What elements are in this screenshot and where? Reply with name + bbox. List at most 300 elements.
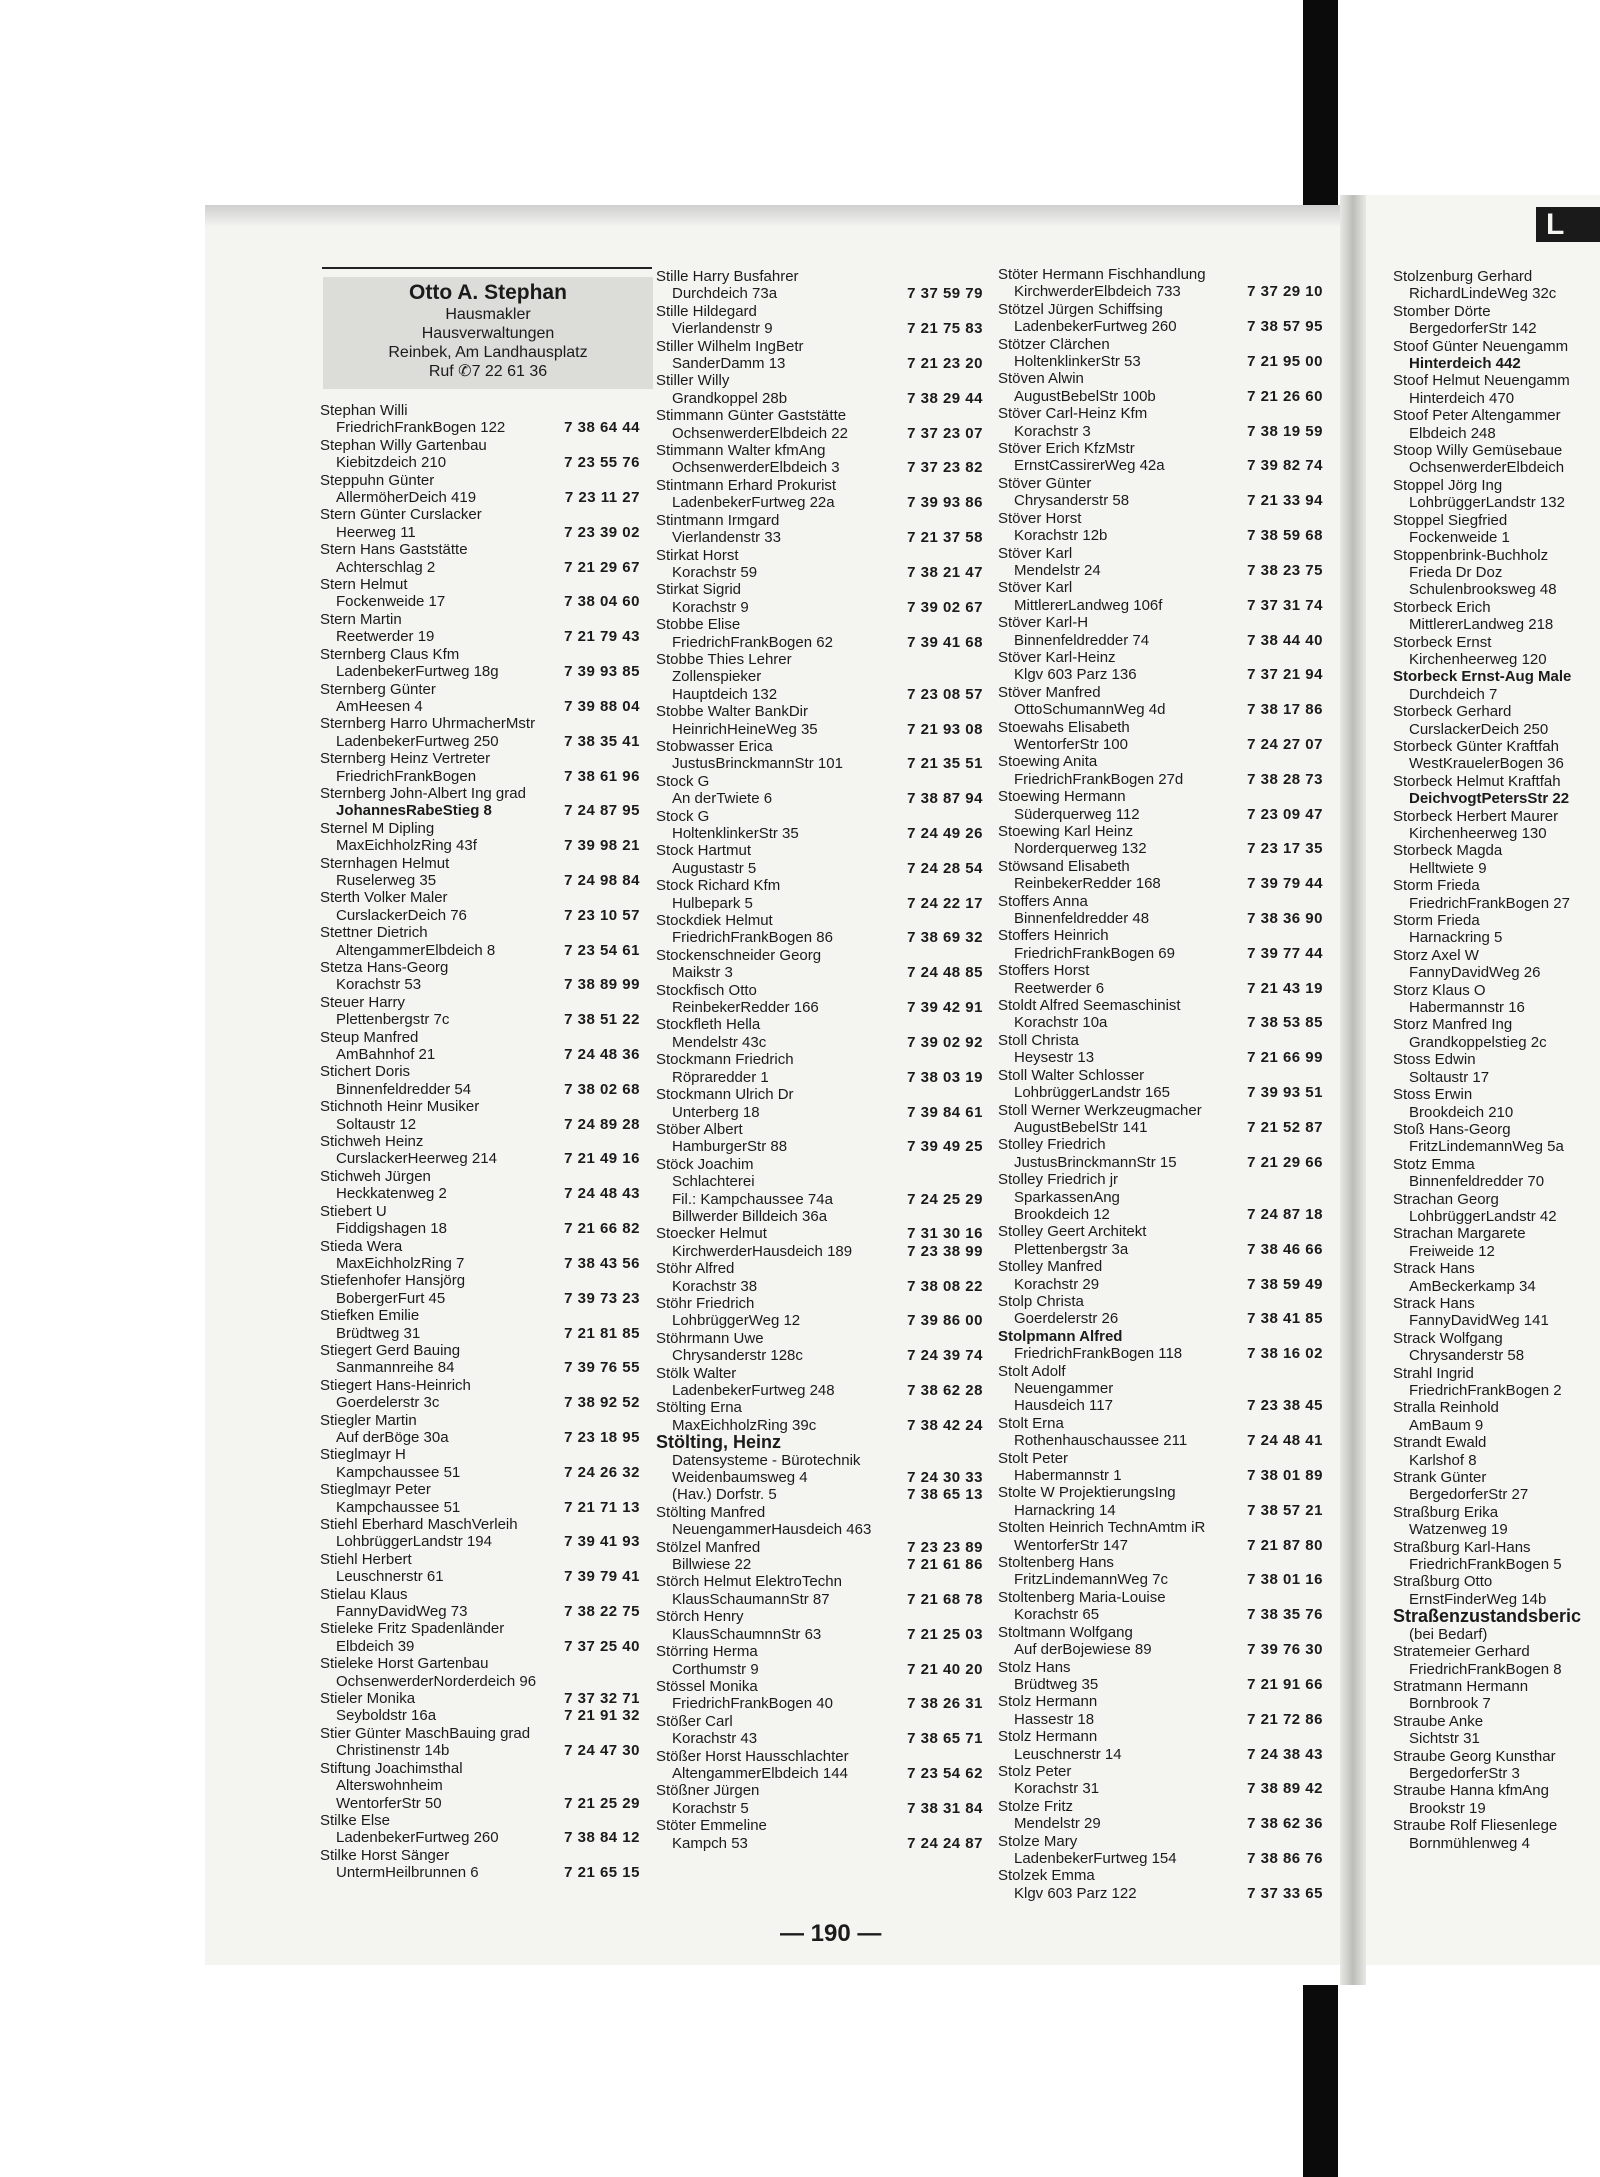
entry-name: [656, 547, 983, 564]
entry-name: [998, 719, 1323, 736]
entry-detail: [656, 1191, 983, 1208]
entry-text: Stomber Dörte: [1393, 302, 1491, 320]
entry-name: [1393, 1225, 1600, 1242]
entry-text: Stoltenberg Maria-Louise: [998, 1588, 1166, 1606]
entry-text: Stöver Karl: [998, 544, 1073, 562]
phone-number: 7 21 65 15: [564, 1864, 640, 1882]
entry-text: FritzLindemannWeg 5a: [1409, 1138, 1564, 1156]
entry-name: [320, 1029, 640, 1046]
entry-detail: [998, 910, 1323, 927]
entry-text: Stolz Peter: [998, 1762, 1072, 1780]
entry-detail: [320, 733, 640, 750]
entry-text: AmBahnhof 21: [336, 1046, 436, 1064]
phone-number: 7 39 82 74: [1247, 457, 1323, 475]
entry-text: An derTwiete 6: [672, 790, 773, 808]
entry-text: Storm Frieda: [1393, 877, 1480, 895]
entry-text: Chrysanderstr 58: [1409, 1347, 1525, 1365]
entry-text: Stiller Wilhelm IngBetr: [656, 337, 804, 355]
entry-text: Stock Hartmut: [656, 842, 752, 860]
phone-number: 7 38 57 21: [1247, 1501, 1323, 1519]
entry-text: LadenbekerFurtweg 260: [336, 1829, 499, 1847]
entry-name: [1393, 1086, 1600, 1103]
entry-text: Steuer Harry: [320, 993, 406, 1011]
entry-text: Habermannstr 16: [1409, 999, 1525, 1017]
phone-number: 7 21 66 82: [564, 1220, 640, 1238]
entry-detail: [1393, 755, 1600, 772]
entry-name: [320, 1812, 640, 1829]
entry-name: [320, 1203, 640, 1220]
entry-name: [1393, 268, 1600, 285]
entry-name: [656, 407, 983, 424]
phone-number: 7 38 65 71: [907, 1730, 983, 1748]
phone-number: 7 38 17 86: [1247, 701, 1323, 719]
phone-number: 7 24 30 33: [907, 1469, 983, 1487]
entry-text: ErnstFinderWeg 14b: [1409, 1590, 1547, 1608]
entry-text: Stobbe Thies Lehrer: [656, 650, 792, 668]
entry-name: [656, 1121, 983, 1138]
entry-text: MittlererLandweg 218: [1409, 616, 1554, 634]
entry-text: Sternhagen Helmut: [320, 854, 450, 872]
entry-text: Brüdtweg 35: [1014, 1675, 1099, 1693]
entry-text: Plettenbergstr 7c: [336, 1011, 450, 1029]
entry-text: Bornbrook 7: [1409, 1695, 1491, 1713]
entry-detail: [656, 964, 983, 981]
entry-name: [656, 1086, 983, 1103]
phone-number: 7 23 10 57: [564, 906, 640, 924]
entry-text: Storbeck Ernst: [1393, 633, 1492, 651]
entry-name: [998, 1798, 1323, 1815]
phone-number: 7 39 42 91: [907, 999, 983, 1017]
phone-number: 7 21 91 66: [1247, 1675, 1323, 1693]
entry-text: Stirkat Sigrid: [656, 581, 742, 599]
entry-name: [1393, 1504, 1600, 1521]
entry-detail: [656, 1486, 983, 1503]
entry-detail: [656, 1626, 983, 1643]
phone-number: 7 24 28 54: [907, 859, 983, 877]
phone-number: 7 38 41 85: [1247, 1310, 1323, 1328]
phone-number: 7 38 04 60: [564, 593, 640, 611]
entry-text: Stötzel Jürgen Schiffsing: [998, 300, 1163, 318]
phone-number: 7 39 86 00: [907, 1312, 983, 1330]
entry-name: [1393, 947, 1600, 964]
entry-name: [998, 510, 1323, 527]
entry-text: Kampchaussee 51: [336, 1498, 461, 1516]
entry-text: Stoppel Siegfried: [1393, 511, 1508, 529]
entry-text: Stoll Walter Schlosser: [998, 1066, 1145, 1084]
phone-number: 7 24 39 74: [907, 1347, 983, 1365]
entry-text: Sterth Volker Maler: [320, 889, 448, 907]
entry-text: Chrysanderstr 128c: [672, 1347, 803, 1365]
entry-text: Storbeck Helmut Kraftfah: [1393, 772, 1561, 790]
entry-text: Stöwsand Elisabeth: [998, 857, 1130, 875]
entry-name: [998, 1102, 1323, 1119]
entry-text: Storz Manfred Ing: [1393, 1016, 1513, 1034]
entry-detail: [656, 1469, 983, 1486]
entry-name: [320, 611, 640, 628]
entry-text: Heerweg 11: [336, 523, 416, 541]
entry-name: [320, 1725, 640, 1742]
entry-text: Strack Wolfgang: [1393, 1329, 1503, 1347]
entry-name: [320, 402, 640, 419]
entry-detail: [998, 1780, 1323, 1797]
entry-name: [998, 1624, 1323, 1641]
entry-text: Binnenfeldredder 70: [1409, 1173, 1545, 1191]
entry-text: Stöter Emmeline: [656, 1817, 767, 1835]
entry-text: Stölting Erna: [656, 1399, 742, 1417]
phone-number: 7 39 49 25: [907, 1138, 983, 1156]
entry-detail: [1393, 825, 1600, 842]
entry-text: Stieler Monika: [320, 1690, 416, 1708]
entry-detail: [998, 632, 1323, 649]
entry-detail: [998, 1084, 1323, 1101]
entry-detail: [1393, 285, 1600, 302]
entry-text: Stiegler Martin: [320, 1411, 417, 1429]
entry-text: FannyDavidWeg 73: [336, 1603, 468, 1621]
entry-name: [998, 1171, 1323, 1188]
entry-detail: [320, 1429, 640, 1446]
entry-detail: [1393, 964, 1600, 981]
entry-text: Stiehl Eberhard MaschVerleih: [320, 1516, 518, 1533]
phone-number: 7 38 22 75: [564, 1603, 640, 1621]
phone-number: 7 39 88 04: [564, 697, 640, 715]
entry-text: Stichnoth Heinr Musiker: [320, 1098, 480, 1116]
entry-text: Stetza Hans-Georg: [320, 959, 449, 976]
entry-name: [998, 440, 1323, 457]
entry-name: [998, 1728, 1323, 1745]
entry-text: ReinbekerRedder 168: [1014, 875, 1161, 893]
entry-text: Stöhrmann Uwe: [656, 1329, 764, 1347]
entry-text: FriedrichFrankBogen 8: [1409, 1660, 1562, 1678]
phone-number: 7 23 11 27: [564, 489, 640, 507]
entry-detail: [320, 1116, 640, 1133]
phone-number: 7 23 54 62: [907, 1764, 983, 1782]
entry-name: [656, 703, 983, 720]
phone-number: 7 39 77 44: [1247, 944, 1323, 962]
entry-name: [998, 1519, 1323, 1536]
entry-text: Reetwerder 6: [1014, 979, 1105, 997]
entry-name: [320, 1620, 640, 1637]
entry-detail: [320, 1150, 640, 1167]
entry-text: Watzenweg 19: [1409, 1521, 1508, 1539]
entry-detail: [998, 1885, 1323, 1902]
entry-name: [1393, 407, 1600, 424]
entry-text: Goerdelerstr 3c: [336, 1394, 440, 1412]
entry-text: Soltaustr 17: [1409, 1068, 1490, 1086]
entry-detail: [320, 1777, 640, 1794]
entry-text: Kirchenheerweg 130: [1409, 825, 1547, 842]
entry-text: LadenbekerFurtweg 18g: [336, 663, 499, 681]
entry-text: Stolt Adolf: [998, 1362, 1066, 1380]
entry-detail: [656, 1347, 983, 1364]
entry-detail: [656, 564, 983, 581]
entry-text: Augustastr 5: [672, 859, 757, 877]
entry-name: [998, 1415, 1323, 1432]
entry-text: Kiebitzdeich 210: [336, 454, 447, 472]
entry-name: [320, 506, 640, 523]
entry-detail: [1393, 494, 1600, 511]
entry-text: Stotz Emma: [1393, 1155, 1475, 1173]
entry-text: Strachan Georg: [1393, 1190, 1499, 1208]
entry-name: [998, 1067, 1323, 1084]
entry-name: [656, 512, 983, 529]
phone-number: 7 38 08 22: [907, 1277, 983, 1295]
entry-text: Stolley Manfred: [998, 1258, 1103, 1276]
entry-name: [998, 788, 1323, 805]
entry-detail: [320, 1185, 640, 1202]
entry-name: [998, 1867, 1323, 1884]
entry-text: FriedrichFrankBogen 5: [1409, 1556, 1562, 1574]
entry-name: [1393, 668, 1600, 685]
entry-detail: [998, 562, 1323, 579]
entry-name: [998, 1136, 1323, 1153]
phone-number: 7 23 08 57: [907, 685, 983, 703]
entry-text: Stieglmayr H: [320, 1446, 406, 1464]
entry-name: [320, 437, 640, 454]
phone-number: 7 38 59 49: [1247, 1275, 1323, 1293]
entry-detail: [998, 1310, 1323, 1327]
entry-name: [656, 1782, 983, 1799]
entry-text: Stöhr Alfred: [656, 1260, 735, 1278]
entry-name: [998, 370, 1323, 387]
entry-text: Stoll Werner Werkzeugmacher: [998, 1101, 1202, 1119]
entry-detail: [998, 1606, 1323, 1623]
entry-text: Storz Axel W: [1393, 946, 1479, 964]
entry-text: Zollenspieker: [672, 668, 762, 686]
phone-number: 7 21 95 00: [1247, 353, 1323, 371]
ad-line: Hausverwaltungen: [421, 325, 555, 342]
entry-detail: [656, 599, 983, 616]
entry-detail: [1393, 686, 1600, 703]
entry-name: [656, 1643, 983, 1660]
entry-name: [1393, 547, 1600, 564]
entry-text: WentorferStr 147: [1014, 1536, 1128, 1554]
entry-detail: [320, 1011, 640, 1028]
entry-text: Strack Hans: [1393, 1260, 1475, 1278]
entry-text: Stielau Klaus: [320, 1585, 408, 1603]
entry-text: Straube Hanna kfmAng: [1393, 1782, 1549, 1800]
advertisement-box: [323, 277, 653, 389]
phone-number: 7 37 21 94: [1247, 666, 1323, 684]
entry-text: Straube Anke: [1393, 1712, 1484, 1730]
entry-text: LohbrüggerLandstr 132: [1409, 494, 1565, 512]
entry-text: Alterswohnheim: [336, 1777, 443, 1795]
phone-number: 7 38 59 68: [1247, 527, 1323, 545]
entry-text: Korachstr 43: [672, 1730, 758, 1748]
phone-number: 7 39 93 85: [564, 663, 640, 681]
phone-number: 7 38 89 99: [564, 976, 640, 994]
entry-text: Stock G: [656, 772, 710, 790]
entry-text: Stöhr Friedrich: [656, 1294, 755, 1312]
entry-detail: [1393, 1312, 1600, 1329]
phone-number: 7 24 38 43: [1247, 1745, 1323, 1763]
listing-column-4: [1393, 268, 1600, 1852]
entry-name: [320, 646, 640, 663]
entry-detail: [998, 1502, 1323, 1519]
entry-name: [320, 994, 640, 1011]
entry-detail: [1393, 1695, 1600, 1712]
entry-detail: [1393, 1835, 1600, 1852]
entry-text: Stiefenhofer Hansjörg: [320, 1272, 466, 1290]
entry-name: [998, 1363, 1323, 1380]
entry-detail: [320, 1220, 640, 1237]
entry-name: [1393, 1643, 1600, 1660]
entry-text: Heysestr 13: [1014, 1049, 1095, 1067]
entry-detail: [656, 1382, 983, 1399]
entry-text: Durchdeich 73a: [672, 285, 778, 303]
entry-text: AmBaum 9: [1409, 1416, 1484, 1434]
entry-name: [998, 649, 1323, 666]
entry-name: [1393, 1399, 1600, 1416]
entry-name: [320, 924, 640, 941]
entry-text: Straßenzustandsberic: [1393, 1606, 1582, 1627]
entry-text: Strahl Ingrid: [1393, 1364, 1474, 1382]
phone-number: 7 21 25 03: [907, 1625, 983, 1643]
entry-detail: [998, 1676, 1323, 1693]
entry-detail: [1393, 1521, 1600, 1538]
entry-detail: [320, 1795, 640, 1812]
entry-detail: [998, 353, 1323, 370]
entry-name: [656, 616, 983, 633]
entry-detail: [656, 1521, 983, 1538]
entry-text: FriedrichFrankBogen 118: [1014, 1345, 1183, 1363]
entry-text: Stralla Reinhold: [1393, 1399, 1499, 1417]
entry-detail: [1393, 1278, 1600, 1295]
entry-name: [1393, 1434, 1600, 1451]
entry-text: DeichvogtPetersStr 22: [1409, 790, 1570, 808]
entry-text: Brüdtweg 31: [336, 1324, 421, 1342]
phone-number: 7 38 64 44: [564, 419, 640, 437]
entry-text: Plettenbergstr 3a: [1014, 1240, 1129, 1258]
entry-text: Storbeck Herbert Maurer: [1393, 807, 1559, 825]
entry-text: Binnenfeldredder 48: [1014, 910, 1150, 928]
entry-detail: [1393, 320, 1600, 337]
entry-text: Stolzenburg Gerhard: [1393, 268, 1533, 285]
entry-name: [656, 1817, 983, 1834]
entry-text: Stößner Jürgen: [656, 1782, 760, 1800]
entry-name: [656, 912, 983, 929]
entry-detail: [1393, 1347, 1600, 1364]
entry-detail: [320, 1568, 640, 1585]
phone-number: 7 38 35 41: [564, 732, 640, 750]
entry-detail: [320, 698, 640, 715]
entry-text: Stockdiek Helmut: [656, 912, 773, 930]
entry-name: [1393, 1573, 1600, 1590]
entry-text: HoltenklinkerStr 53: [1014, 353, 1141, 371]
entry-detail: [656, 1069, 983, 1086]
entry-name: [656, 1295, 983, 1312]
entry-text: Stintmann Irmgard: [656, 511, 780, 529]
entry-text: Schulenbrooksweg 48: [1409, 581, 1557, 599]
entry-text: FritzLindemannWeg 7c: [1014, 1571, 1168, 1589]
entry-text: Stötzer Clärchen: [998, 335, 1110, 353]
entry-detail: [998, 701, 1323, 718]
entry-text: Sternberg Harro UhrmacherMstr: [320, 715, 536, 733]
entry-text: Leuschnerstr 61: [336, 1568, 444, 1586]
entry-name: [1393, 477, 1600, 494]
ad-company-name: Otto A. Stephan: [409, 281, 567, 304]
entry-text: JustusBrinckmannStr 15: [1014, 1153, 1177, 1171]
binding-strip-top: [1303, 0, 1338, 210]
entry-text: Stille Hildegard: [656, 302, 757, 320]
entry-detail: [656, 1765, 983, 1782]
entry-text: Hinterdeich 442: [1409, 355, 1521, 373]
entry-name: [656, 477, 983, 494]
entry-detail: [320, 907, 640, 924]
entry-text: Stößer Horst Hausschlachter: [656, 1747, 849, 1765]
entry-name: [1393, 1121, 1600, 1138]
entry-text: Christinenstr 14b: [336, 1742, 450, 1760]
phone-number: 7 38 44 40: [1247, 631, 1323, 649]
entry-detail: [320, 1464, 640, 1481]
entry-name: [656, 1225, 983, 1242]
entry-name: [998, 1659, 1323, 1676]
entry-name: [998, 301, 1323, 318]
entry-detail: [656, 686, 983, 703]
phone-number: 7 39 93 86: [907, 494, 983, 512]
entry-text: Leuschnerstr 14: [1014, 1745, 1122, 1763]
entry-name: [1393, 303, 1600, 320]
phone-number: 7 39 02 67: [907, 598, 983, 616]
entry-detail: [656, 494, 983, 511]
entry-name: [656, 372, 983, 389]
entry-name: [320, 889, 640, 906]
entry-detail: [1393, 651, 1600, 668]
entry-name: [998, 927, 1323, 944]
entry-text: Helltwiete 9: [1409, 859, 1487, 877]
entry-name: [998, 753, 1323, 770]
entry-text: MaxEichholzRing 39c: [672, 1416, 817, 1434]
phone-number: 7 37 33 65: [1247, 1884, 1323, 1902]
phone-number: 7 39 84 61: [907, 1103, 983, 1121]
entry-text: Unterberg 18: [672, 1103, 760, 1121]
entry-text: Stöver Erich KfzMstr: [998, 440, 1135, 458]
entry-name: [998, 614, 1323, 631]
entry-text: Stimmann Walter kfmAng: [656, 442, 826, 460]
phone-number: 7 31 30 16: [907, 1225, 983, 1243]
entry-text: Sternberg Claus Kfm: [320, 645, 460, 663]
entry-name: [320, 820, 640, 837]
entry-detail: [320, 489, 640, 506]
entry-text: Stoewing Hermann: [998, 788, 1126, 806]
entry-detail: [320, 1325, 640, 1342]
phone-number: 7 37 25 40: [564, 1637, 640, 1655]
entry-detail: [320, 872, 640, 889]
entry-text: Reetwerder 19: [336, 628, 435, 646]
entry-text: Steppuhn Günter: [320, 471, 435, 489]
entry-text: Bornmühlenweg 4: [1409, 1834, 1530, 1852]
entry-text: Sternberg John-Albert Ing grad: [320, 784, 526, 802]
entry-text: Hinterdeich 470: [1409, 389, 1515, 407]
entry-detail: [1393, 860, 1600, 877]
entry-detail: [320, 1081, 640, 1098]
entry-name: [320, 1168, 640, 1185]
entry-text: FriedrichFrankBogen 2: [1409, 1382, 1562, 1399]
entry-detail: [656, 1835, 983, 1852]
entry-text: Stöven Alwin: [998, 370, 1084, 388]
phone-number: 7 21 29 67: [564, 558, 640, 576]
entry-text: Störring Herma: [656, 1643, 758, 1661]
entry-name: [1393, 877, 1600, 894]
entry-text: Stöver Carl-Heinz Kfm: [998, 405, 1148, 423]
entry-text: Korachstr 31: [1014, 1780, 1100, 1798]
entry-detail: [1393, 1800, 1600, 1817]
entry-detail: [656, 790, 983, 807]
entry-text: KirchwerderElbdeich 733: [1014, 283, 1181, 301]
phone-number: 7 38 03 19: [907, 1068, 983, 1086]
entry-name: [1393, 1260, 1600, 1277]
entry-text: Stöver Manfred: [998, 683, 1101, 701]
entry-text: Sternberg Günter: [320, 680, 436, 698]
